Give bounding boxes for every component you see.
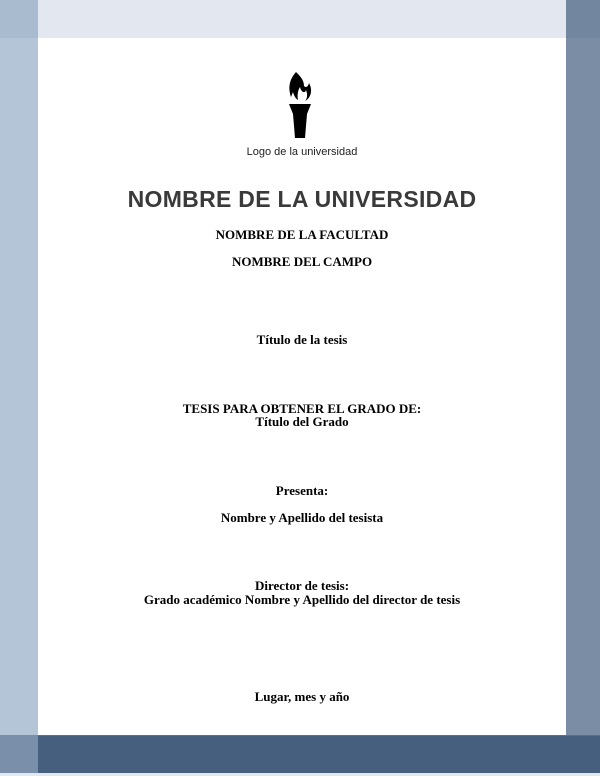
place-date: Lugar, mes y año — [254, 689, 350, 704]
faculty-name: NOMBRE DE LA FACULTAD — [215, 227, 389, 242]
top-border-band — [38, 0, 566, 38]
director-name: Grado académico Nombre y Apellido del director de tesis — [143, 592, 461, 607]
right-border-band — [566, 38, 600, 735]
thesis-title: Título de la tesis — [256, 332, 348, 347]
degree-label: TESIS PARA OBTENER EL GRADO DE: — [182, 401, 422, 416]
bottom-left-corner — [0, 735, 38, 773]
presenter-label: Presenta: — [275, 483, 329, 498]
top-right-corner — [566, 0, 600, 38]
director-label: Director de tesis: — [254, 578, 350, 593]
campus-name: NOMBRE DEL CAMPO — [231, 254, 373, 269]
student-name: Nombre y Apellido del tesista — [220, 510, 384, 525]
logo-caption: Logo de la universidad — [246, 146, 358, 158]
university-name: NOMBRE DE LA UNIVERSIDAD — [127, 186, 477, 212]
left-border-band — [0, 38, 38, 735]
degree-title: Título del Grado — [255, 414, 349, 429]
torch-logo-icon — [286, 70, 314, 140]
bottom-border-band — [38, 735, 600, 773]
top-left-corner — [0, 0, 38, 38]
